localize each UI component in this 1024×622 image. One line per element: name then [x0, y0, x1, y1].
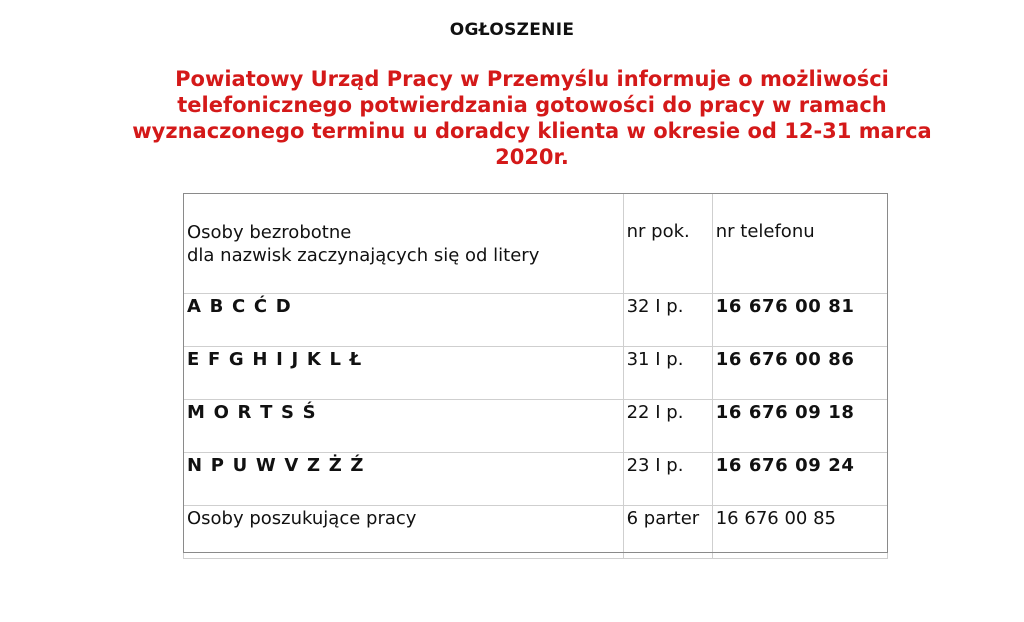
row-letters: A B C Ć D: [184, 294, 624, 347]
header-room-label: nr pok.: [626, 221, 690, 242]
row-phone: 16 676 09 24: [712, 453, 887, 506]
row-letters: M O R T S Ś: [184, 400, 624, 453]
row-room: 6 parter: [623, 506, 712, 559]
header-cell-letters: [184, 194, 624, 294]
row-phone: 16 676 00 86: [712, 347, 887, 400]
header-cell-phone: [712, 194, 887, 294]
table-row: [184, 506, 888, 559]
row-letters: E F G H I J K L Ł: [184, 347, 624, 400]
table-row: [184, 347, 888, 400]
table-header-row: [184, 194, 888, 294]
contact-table: [183, 193, 888, 559]
row-letters: Osoby poszukujące pracy: [184, 506, 624, 559]
header-cell-room: [623, 194, 712, 294]
row-room: 32 I p.: [623, 294, 712, 347]
row-room: 22 I p.: [623, 400, 712, 453]
header-letters-line1: Osoby bezrobotne: [187, 221, 352, 243]
header-phone-label: nr telefonu: [715, 221, 815, 242]
row-room: 31 I p.: [623, 347, 712, 400]
page-heading: OGŁOSZENIE: [449, 20, 575, 40]
table-row: [184, 294, 888, 347]
row-letters: N P U W V Z Ż Ź: [184, 453, 624, 506]
announcement-text: Powiatowy Urząd Pracy w Przemyślu informuje o możliwości telefonicznego potwierdzania gotowości do pracy w ramach wyznaczonego terminu u doradcy klienta w okresie od 12-31 marca 2020r.: [132, 67, 932, 169]
row-room: 23 I p.: [623, 453, 712, 506]
header-letters-line2: dla nazwisk zaczynających się od litery: [187, 244, 540, 266]
table-row: [184, 400, 888, 453]
row-phone: 16 676 00 85: [712, 506, 887, 559]
row-phone: 16 676 00 81: [712, 294, 887, 347]
table-row: [184, 453, 888, 506]
row-phone: 16 676 09 18: [712, 400, 887, 453]
